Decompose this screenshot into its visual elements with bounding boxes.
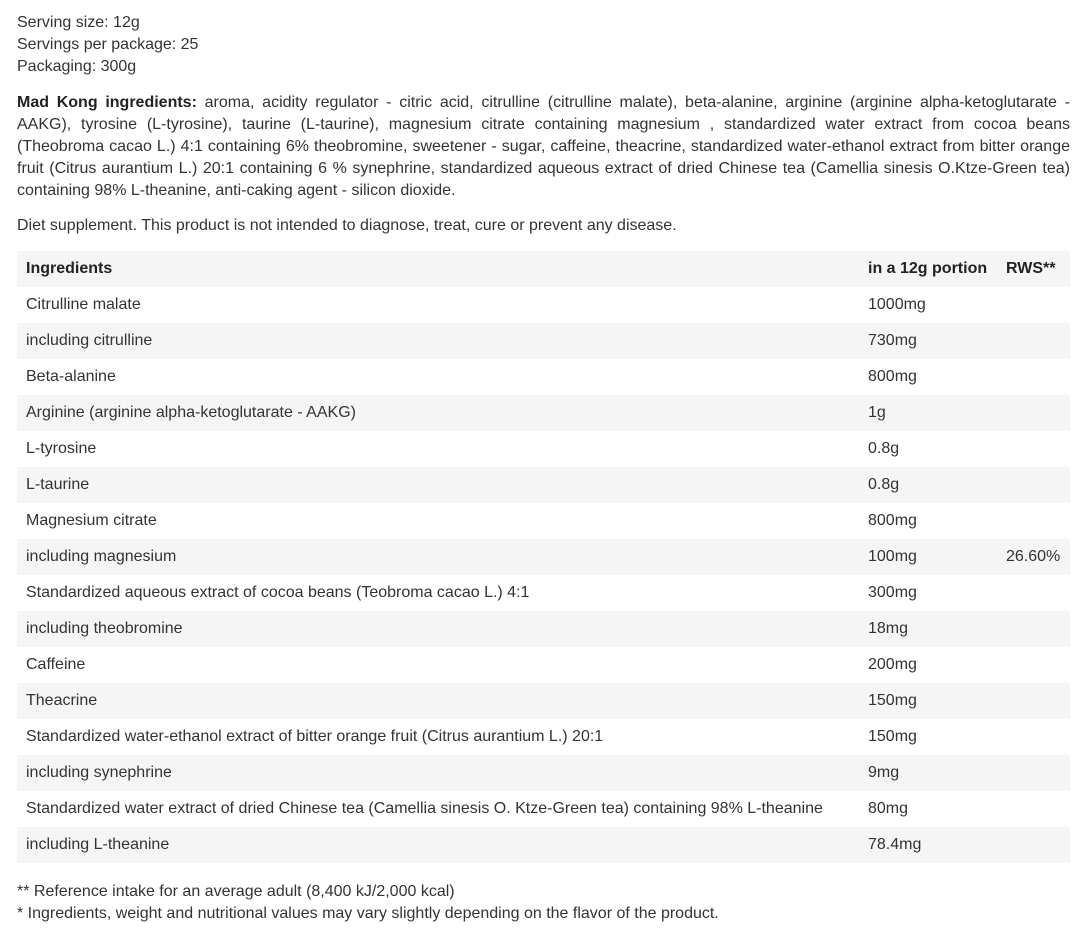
cell-portion: 9mg xyxy=(868,764,900,781)
table-row xyxy=(17,719,1070,755)
footnote-variation: * Ingredients, weight and nutritional values may vary slightly depending on the flavor of the product. xyxy=(17,905,719,922)
cell-portion: 100mg xyxy=(868,548,917,565)
cell-rws xyxy=(997,323,1070,359)
table-row xyxy=(17,503,1070,539)
cell-ingredient: including synephrine xyxy=(26,764,172,781)
table-row xyxy=(17,611,1070,647)
table-header-row xyxy=(17,251,1070,287)
header-ingredients: Ingredients xyxy=(26,260,113,277)
serving-size: Serving size: 12g xyxy=(17,14,140,31)
ingredients-text: aroma, acidity regulator - citric acid, citrulline (citrulline malate), beta-alanine, arginine (arginine alpha-ketoglutarate - AAKG), tyrosine (L-tyrosine), taurine (L-taurine), magnesium citrate containing magnesium , standardized water extract from cocoa beans (Theobroma cacao L.) 4:1 containing 6% theobromine, sweetener - sugar, caffeine, theacrine, standardized water-ethanol extract from bitter orange fruit (Citrus aurantium L.) 20:1 containing 6 % synephrine, standardized aqueous extract of dried Chinese tea (Camellia sinesis O.Ktze-Green tea) containing 98% L-theanine, anti-caking agent - silicon dioxide. xyxy=(17,94,1070,199)
cell-ingredient: including L-theanine xyxy=(26,836,170,853)
cell-ingredient: Beta-alanine xyxy=(26,368,116,385)
header-rws: RWS** xyxy=(1006,260,1056,277)
cell-ingredient: Arginine (arginine alpha-ketoglutarate - AAKG) xyxy=(26,404,356,421)
ingredients-paragraph xyxy=(17,92,1070,202)
table-row xyxy=(17,827,1070,863)
cell-portion: 78.4mg xyxy=(868,836,922,853)
cell-rws xyxy=(997,719,1070,755)
cell-portion: 0.8g xyxy=(868,476,900,493)
table-row xyxy=(17,683,1070,719)
footnote-reference-intake: ** Reference intake for an average adult (8,400 kJ/2,000 kcal) xyxy=(17,883,455,900)
cell-rws xyxy=(997,359,1070,395)
table-row xyxy=(17,323,1070,359)
cell-ingredient: Theacrine xyxy=(26,692,98,709)
cell-portion: 200mg xyxy=(868,656,917,673)
cell-ingredient: L-taurine xyxy=(26,476,90,493)
table-row xyxy=(17,359,1070,395)
table-row xyxy=(17,575,1070,611)
cell-rws xyxy=(997,791,1070,827)
cell-ingredient: Standardized water-ethanol extract of bitter orange fruit (Citrus aurantium L.) 20:1 xyxy=(26,728,604,745)
table-row xyxy=(17,431,1070,467)
servings-per-package: Servings per package: 25 xyxy=(17,36,199,53)
table-row xyxy=(17,395,1070,431)
packaging: Packaging: 300g xyxy=(17,58,137,75)
footnotes xyxy=(17,881,1070,925)
disclaimer: Diet supplement. This product is not intended to diagnose, treat, cure or prevent any disease. xyxy=(17,217,677,234)
cell-portion: 0.8g xyxy=(868,440,900,457)
table-row xyxy=(17,791,1070,827)
cell-portion: 150mg xyxy=(868,728,917,745)
cell-rws xyxy=(997,431,1070,467)
cell-ingredient: L-tyrosine xyxy=(26,440,97,457)
cell-rws xyxy=(997,683,1070,719)
cell-rws xyxy=(997,503,1070,539)
cell-ingredient: Magnesium citrate xyxy=(26,512,157,529)
ingredients-table xyxy=(17,251,1070,863)
cell-rws: 26.60% xyxy=(1006,548,1061,565)
cell-rws xyxy=(997,395,1070,431)
cell-rws xyxy=(997,647,1070,683)
table-row xyxy=(17,467,1070,503)
cell-portion: 1g xyxy=(868,404,886,421)
cell-ingredient: Citrulline malate xyxy=(26,296,141,313)
cell-portion: 300mg xyxy=(868,584,917,601)
ingredients-heading: Mad Kong ingredients: xyxy=(17,94,197,111)
cell-ingredient: including magnesium xyxy=(26,548,177,565)
cell-portion: 80mg xyxy=(868,800,909,817)
table-row xyxy=(17,287,1070,323)
cell-portion: 18mg xyxy=(868,620,909,637)
table-row xyxy=(17,755,1070,791)
cell-rws xyxy=(997,467,1070,503)
cell-ingredient: Standardized aqueous extract of cocoa beans (Teobroma cacao L.) 4:1 xyxy=(26,584,530,601)
cell-ingredient: Caffeine xyxy=(26,656,86,673)
cell-portion: 800mg xyxy=(868,512,917,529)
cell-ingredient: Standardized water extract of dried Chinese tea (Camellia sinesis O. Ktze-Green tea) containing 98% L-theanine xyxy=(26,800,823,817)
table-row xyxy=(17,539,1070,575)
cell-portion: 150mg xyxy=(868,692,917,709)
cell-rws xyxy=(997,611,1070,647)
cell-rws xyxy=(997,827,1070,863)
cell-rws xyxy=(997,287,1070,323)
cell-portion: 800mg xyxy=(868,368,917,385)
cell-ingredient: including theobromine xyxy=(26,620,183,637)
table-row xyxy=(17,647,1070,683)
cell-rws xyxy=(997,755,1070,791)
cell-rws xyxy=(997,575,1070,611)
cell-portion: 1000mg xyxy=(868,296,926,313)
header-portion: in a 12g portion xyxy=(868,260,988,277)
cell-ingredient: including citrulline xyxy=(26,332,153,349)
cell-portion: 730mg xyxy=(868,332,917,349)
